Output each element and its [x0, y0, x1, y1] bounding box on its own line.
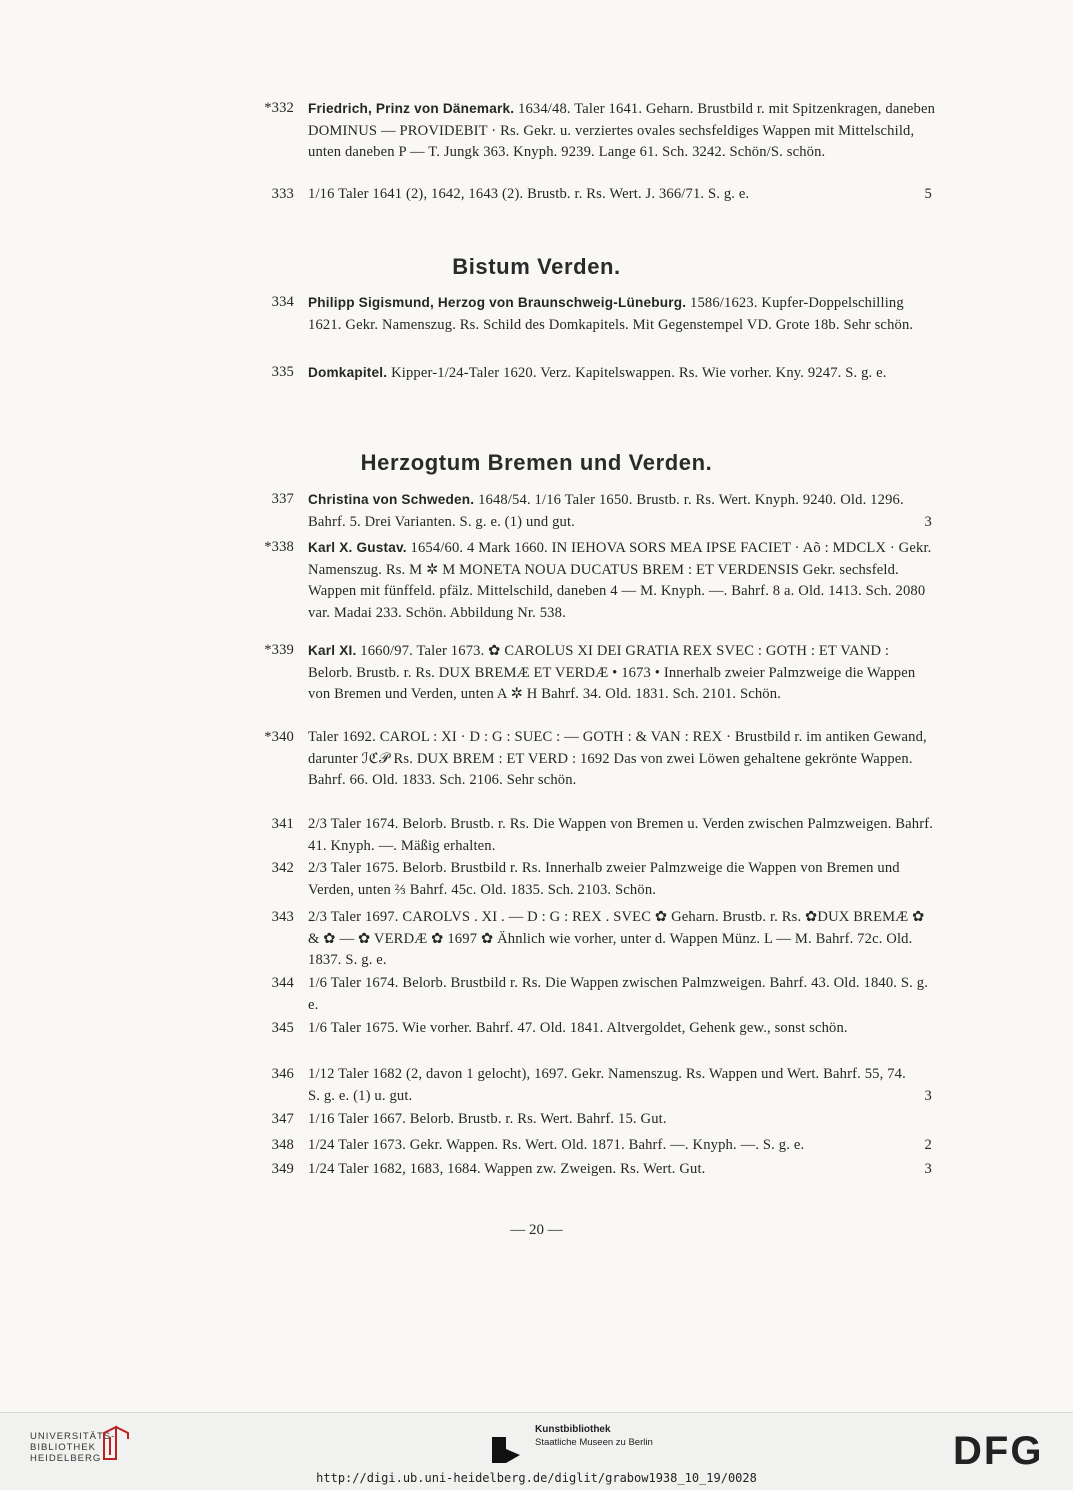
entry-text: Kipper-1/24-Taler 1620. Verz. Kapitelswappen. Rs. Wie vorher. Kny. 9247. S. g. e. — [391, 365, 887, 381]
entry-text: 1/24 Taler 1682, 1683, 1684. Wappen zw. Zweigen. Rs. Wert. Gut. — [308, 1161, 706, 1177]
digitization-footer — [0, 1412, 1073, 1490]
entry-340 — [256, 727, 936, 792]
entry-text: 2/3 Taler 1675. Belorb. Brustbild r. Rs. Innerhalb zweier Palmzweige die Wappen von Bremen und Verden, unten ⅔ Bahrf. 45c. Old. 1835. Sch. 2103. Schön. — [308, 860, 900, 898]
kunstbibliothek-label: Kunstbibliothek Staatliche Museen zu Berlin — [535, 1424, 653, 1448]
entry-number: 347 — [271, 1111, 294, 1127]
entry-348 — [256, 1135, 936, 1157]
entry-number: 335 — [271, 364, 294, 380]
dfg-logo: DFG — [953, 1429, 1044, 1473]
entry-number: 337 — [271, 491, 294, 507]
entry-name: Karl XI. — [308, 643, 357, 658]
source-url[interactable]: http://digi.ub.uni-heidelberg.de/diglit/grabow1938_10_19/0028 — [316, 1471, 757, 1485]
entry-number: 341 — [271, 816, 294, 832]
page-number: — 20 — — [510, 1222, 563, 1238]
entry-number: *339 — [264, 642, 294, 658]
entry-text: 1/6 Taler 1675. Wie vorher. Bahrf. 47. Old. 1841. Altvergoldet, Gehenk gew., sonst schön. — [308, 1020, 848, 1036]
entry-text: 1654/60. 4 Mark 1660. IN IEHOVA SORS MEA IPSE FACIET · Aõ : MDCLX · Gekr. Namenszug. Rs. M ✲ M MONETA NOUA DUCATUS BREM : ET VERDENSIS Gekr. sechsfeld. Wappen mit fünffeld. pfälz. Mittelschild, daneben 4 — M. Knyph. —. Bahrf. 8 a. Old. 1413. Sch. 2080 var. Madai 233. Schön. Abbildung Nr. 538. — [308, 540, 932, 622]
uni-heidelberg-label: UNIVERSITÄTS- BIBLIOTHEK HEIDELBERG — [30, 1431, 116, 1464]
entry-text: 1634/48. Taler 1641. Geharn. Brustbild r. mit Spitzenkragen, daneben DOMINUS — PROVIDEBIT · Rs. Gekr. u. verziertes ovales sechsfeldiges Wappen mit Mittelschild, unten daneben P — T. Jungk 363. Knyph. 9239. Lange 61. Sch. 3242. Schön/S. schön. — [308, 101, 936, 161]
entry-text: Taler 1692. CAROL : XI · D : G : SUEC : — GOTH : & VAN : REX · Brustbild r. im antiken Gewand, darunter ℐℭ𝒫 Rs. DUX BREM : ET VERD : 1692 Das von zwei Löwen gehaltene gekrönte Wappen. Bahrf. 66. Old. 1833. Sch. 2106. Sehr schön. — [308, 729, 927, 789]
entry-text: 1660/97. Taler 1673. ✿ CAROLUS XI DEI GRATIA REX SVEC : GOTH : ET VAND : Belorb. Brustb. r. Rs. DUX BREMÆ ET VERDÆ • 1673 • Innerhalb zweier Palmzweige die Wappen von Bremen und Verden, unten A ✲ H Bahrf. 34. Old. 1831. Sch. 2101. Schön. — [308, 643, 916, 703]
entry-price: 2 — [924, 1137, 932, 1153]
entry-number: 345 — [271, 1020, 294, 1036]
entry-number: 343 — [271, 909, 294, 925]
uni-heidelberg-logo-icon — [100, 1425, 130, 1461]
entry-number: 342 — [271, 860, 294, 876]
entry-338 — [256, 537, 936, 625]
entry-number: *332 — [264, 100, 294, 116]
entry-number: *340 — [264, 729, 294, 745]
entry-text: 1/6 Taler 1674. Belorb. Brustbild r. Rs. Die Wappen zwischen Palmzweigen. Bahrf. 43. Old. 1840. S. g. e. — [308, 975, 928, 1013]
entry-number: 349 — [271, 1161, 294, 1177]
entry-339 — [256, 640, 936, 706]
entry-text: 2/3 Taler 1697. CAROLVS . XI . — D : G : REX . SVEC ✿ Geharn. Brustb. r. Rs. ✿DUX BREMÆ ✿ & ✿ — ✿ VERDÆ ✿ 1697 ✿ Ähnlich wie vorher, unter d. Wappen Münz. L — M. Bahrf. 72c. Old. 1837. S. g. e. — [308, 909, 925, 969]
entry-335 — [256, 362, 936, 385]
entry-345 — [256, 1018, 936, 1040]
entry-price: 3 — [924, 513, 932, 530]
entry-name: Friedrich, Prinz von Dänemark. — [308, 101, 515, 116]
entry-334 — [256, 292, 936, 336]
entry-name: Philipp Sigismund, Herzog von Braunschweig-Lüneburg. — [308, 295, 687, 310]
entry-text: 1/16 Taler 1641 (2), 1642, 1643 (2). Brustb. r. Rs. Wert. J. 366/71. S. g. e. — [308, 186, 750, 202]
entry-344 — [256, 973, 936, 1016]
heading-herzogtum-bremen-verden: Herzogtum Bremen und Verden. — [360, 450, 713, 475]
entry-text: 1/24 Taler 1673. Gekr. Wappen. Rs. Wert. Old. 1871. Bahrf. —. Knyph. —. S. g. e. — [308, 1137, 805, 1153]
entry-347 — [256, 1109, 936, 1131]
entry-text: 1648/54. 1/16 Taler 1650. Brustb. r. Rs. Wert. Knyph. 9240. Old. 1296. Bahrf. 5. Drei Varianten. S. g. e. (1) und gut. — [308, 492, 904, 530]
entry-number: 344 — [271, 975, 294, 991]
entry-name: Domkapitel. — [308, 365, 388, 380]
entry-price: 5 — [924, 186, 932, 202]
kunstbibliothek-logo-icon — [490, 1433, 524, 1467]
entry-text: 1/16 Taler 1667. Belorb. Brustb. r. Rs. Wert. Bahrf. 15. Gut. — [308, 1111, 667, 1127]
entry-number: *338 — [264, 539, 294, 555]
entry-337 — [256, 489, 936, 533]
entry-342 — [256, 858, 936, 901]
entry-number: 346 — [271, 1066, 294, 1082]
entry-text: 1586/1623. Kupfer-Doppelschilling 1621. Gekr. Namenszug. Rs. Schild des Domkapitels. Mit Gegenstempel VD. Grote 18b. Sehr schön. — [308, 295, 914, 333]
entry-name: Christina von Schweden. — [308, 492, 475, 507]
entry-number: 333 — [271, 186, 294, 202]
entry-price: 3 — [924, 1087, 932, 1104]
entry-346 — [256, 1064, 936, 1107]
entry-343 — [256, 907, 936, 972]
entry-332 — [256, 98, 936, 164]
entry-333 — [256, 184, 936, 206]
entry-price: 3 — [924, 1161, 932, 1177]
entry-text: 2/3 Taler 1674. Belorb. Brustb. r. Rs. Die Wappen von Bremen u. Verden zwischen Palmzweigen. Bahrf. 41. Knyph. —. Mäßig erhalten. — [308, 816, 934, 854]
entry-number: 348 — [271, 1137, 294, 1153]
entry-text: 1/12 Taler 1682 (2, davon 1 gelocht), 1697. Gekr. Namenszug. Rs. Wappen und Wert. Bahrf. 55, 74. S. g. e. (1) u. gut. — [308, 1066, 906, 1104]
entry-name: Karl X. Gustav. — [308, 540, 407, 555]
entry-349 — [256, 1159, 936, 1181]
heading-bistum-verden: Bistum Verden. — [452, 254, 621, 279]
entry-number: 334 — [271, 294, 294, 310]
entry-341 — [256, 814, 936, 857]
